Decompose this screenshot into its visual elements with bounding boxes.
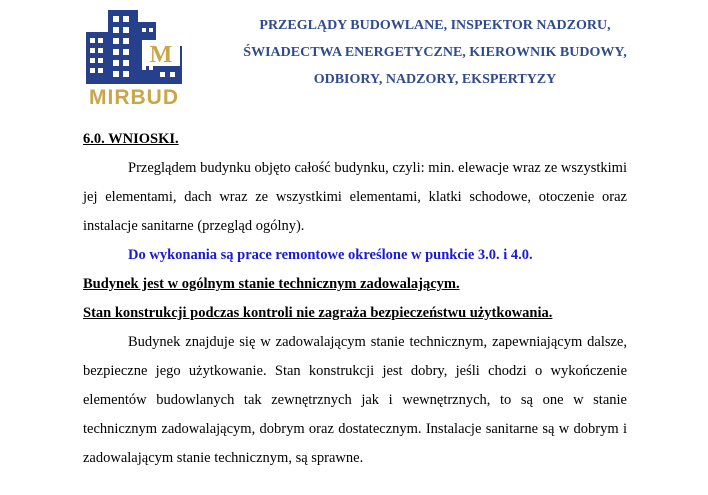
building-logo-icon — [84, 6, 184, 86]
header-line-2: ŚWIADECTWA ENERGETYCZNE, KIEROWNIK BUDOWY, — [243, 45, 627, 60]
section-heading: 6.0. WNIOSKI. — [83, 131, 179, 147]
header-services — [200, 12, 670, 93]
highlight-repairs: Do wykonania są prace remontowe określone w punkcie 3.0. i 4.0. — [128, 247, 533, 263]
statement-condition: Budynek jest w ogólnym stanie technicznym zadowalającym. — [83, 276, 460, 292]
company-logo — [84, 6, 184, 110]
logo-text: MIRBUD — [89, 86, 179, 109]
header-line-3: ODBIORY, NADZORY, EKSPERTYZY — [313, 72, 557, 87]
paragraph-scope: Przeglądem budynku objęto całość budynku, czyli: min. elewacje wraz ze wszystkimi jej elementami, dach wraz ze wszystkimi elementami, klatki schodowe, otoczenie oraz instalacje sanitarne (przegląd ogólny). — [83, 160, 627, 234]
paragraph-summary: Budynek znajduje się w zadowalającym stanie technicznym, zapewniającym dalsze, bezpieczne jego użytkowanie. Stan konstrukcji jest dobry, jeśli chodzi o wykończenie elementów budowlanych tak zewnętrznych jak i wewnętrznych, to są one w stanie technicznym zadowalającym, dobrym oraz dostatecznym. Instalacje sanitarne są w dobrym i zadowalającym stanie technicznym, są sprawne. — [83, 334, 627, 466]
page-header — [0, 0, 708, 115]
svg-text:M: M — [149, 42, 173, 68]
statement-safety: Stan konstrukcji podczas kontroli nie zagraża bezpieczeństwu użytkowania. — [83, 305, 553, 321]
document-body — [83, 125, 627, 473]
header-line-1: PRZEGLĄDY BUDOWLANE, INSPEKTOR NADZORU, — [259, 18, 611, 33]
